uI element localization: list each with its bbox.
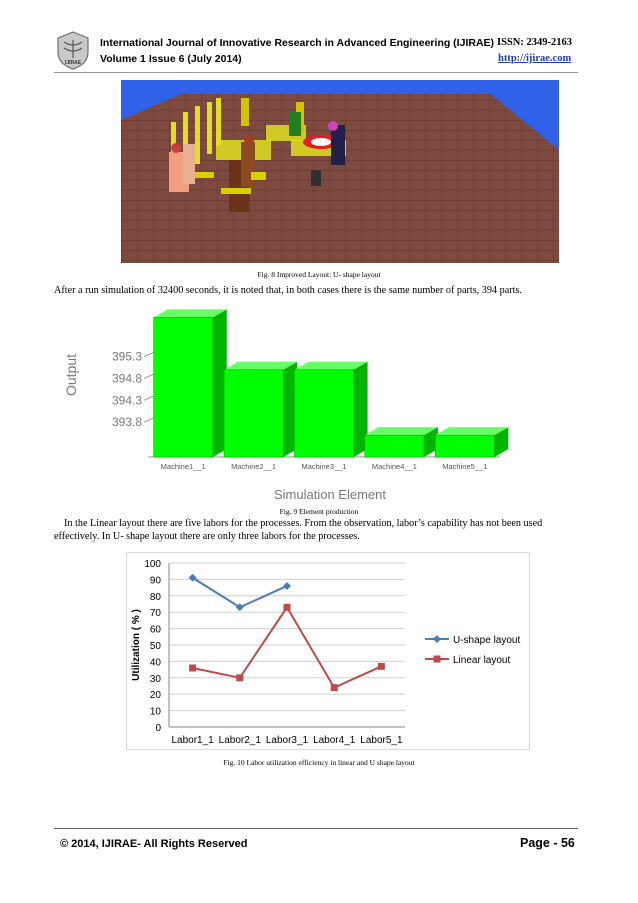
x-tick-label: Machine5__1: [442, 462, 488, 471]
header-divider: [54, 72, 578, 73]
data-point-square: [236, 674, 243, 681]
legend-marker: [434, 656, 441, 663]
fig9-caption: Fig. 9 Element production: [279, 507, 359, 516]
y-tick-label: 394.3: [111, 393, 142, 408]
y-tick-label: 80: [149, 591, 161, 603]
y-tick-label: 20: [149, 690, 161, 702]
x-tick-label: Labor1_1: [171, 735, 214, 746]
y-tick-label: 70: [149, 608, 161, 620]
bar: [224, 370, 283, 457]
x-tick-label: Machine2__1: [231, 462, 277, 471]
y-tick-label: 393.8: [111, 415, 142, 430]
y-tick-label: 395.3: [111, 349, 142, 364]
series-line: [193, 578, 287, 608]
y-axis-title: Utilization ( % ): [131, 609, 142, 681]
y-tick-label: 30: [149, 673, 161, 685]
y-tick-label: 60: [149, 624, 161, 636]
logo-text: IJIRAE: [64, 60, 82, 66]
data-point-diamond: [283, 582, 291, 590]
y-tick-label: 100: [144, 559, 161, 570]
footer-copyright: © 2014, IJIRAE- All Rights Reserved: [60, 838, 248, 850]
x-tick-label: Labor3_1: [265, 735, 309, 746]
footer-page-number: Page - 56: [520, 836, 575, 850]
x-tick-label: Labor4_1: [313, 735, 356, 746]
y-axis-title: Output: [63, 353, 79, 397]
fig8-caption: Fig. 8 Improved Layout: U- shape layout: [257, 270, 381, 279]
y-tick-label: 394.8: [111, 371, 142, 386]
x-tick-label: Machine3__1: [301, 462, 347, 471]
data-point-square: [284, 604, 291, 611]
paragraph-simulation: After a run simulation of 32400 seconds, it is noted that, in both cases there is the same number of parts, 394 parts.: [54, 285, 522, 296]
paragraph-labor-1: In the Linear layout there are five labors for the processes. From the observation, labor’s capability has not been used: [64, 518, 543, 529]
fig9-chart: [60, 305, 530, 505]
bar: [294, 370, 353, 457]
x-tick-label: Machine4__1: [371, 462, 417, 471]
fig10-frame: [126, 552, 530, 750]
x-axis-title: Simulation Element: [274, 487, 386, 502]
data-point-square: [331, 684, 338, 691]
issn: ISSN: 2349-2163: [497, 37, 572, 48]
footer-divider: [54, 828, 578, 829]
y-tick-label: 90: [149, 575, 161, 587]
labor-utilization-chart: [127, 553, 529, 749]
journal-title: International Journal of Innovative Research in Advanced Engineering (IJIRAE): [100, 37, 495, 49]
bar: [154, 317, 213, 457]
bar: [435, 435, 494, 457]
y-tick-label: 50: [149, 641, 161, 652]
volume-issue: Volume 1 Issue 6 (July 2014): [100, 53, 242, 65]
series-line: [193, 607, 382, 687]
bar: [365, 435, 424, 457]
journal-logo: [54, 30, 92, 70]
data-point-square: [189, 664, 196, 671]
legend-marker: [433, 635, 441, 643]
y-tick-label: 40: [149, 657, 161, 669]
data-point-square: [378, 663, 385, 670]
y-tick-label: 0: [155, 723, 161, 734]
paragraph-labor-2: effectively. In U- shape layout there are only three labors for the processes.: [54, 531, 360, 542]
x-tick-label: Machine1__1: [160, 462, 206, 471]
legend-label: Linear layout: [453, 655, 511, 666]
fig8-render: [121, 80, 559, 263]
x-tick-label: Labor5_1: [360, 735, 403, 746]
legend-label: U-shape layout: [453, 635, 521, 646]
fig10-caption: Fig. 10 Labor utilization efficiency in linear and U shape layout: [223, 758, 415, 767]
y-tick-label: 10: [149, 706, 161, 718]
element-production-chart: [60, 305, 530, 505]
journal-link[interactable]: http://ijirae.com: [498, 53, 572, 64]
x-tick-label: Labor2_1: [218, 735, 261, 746]
